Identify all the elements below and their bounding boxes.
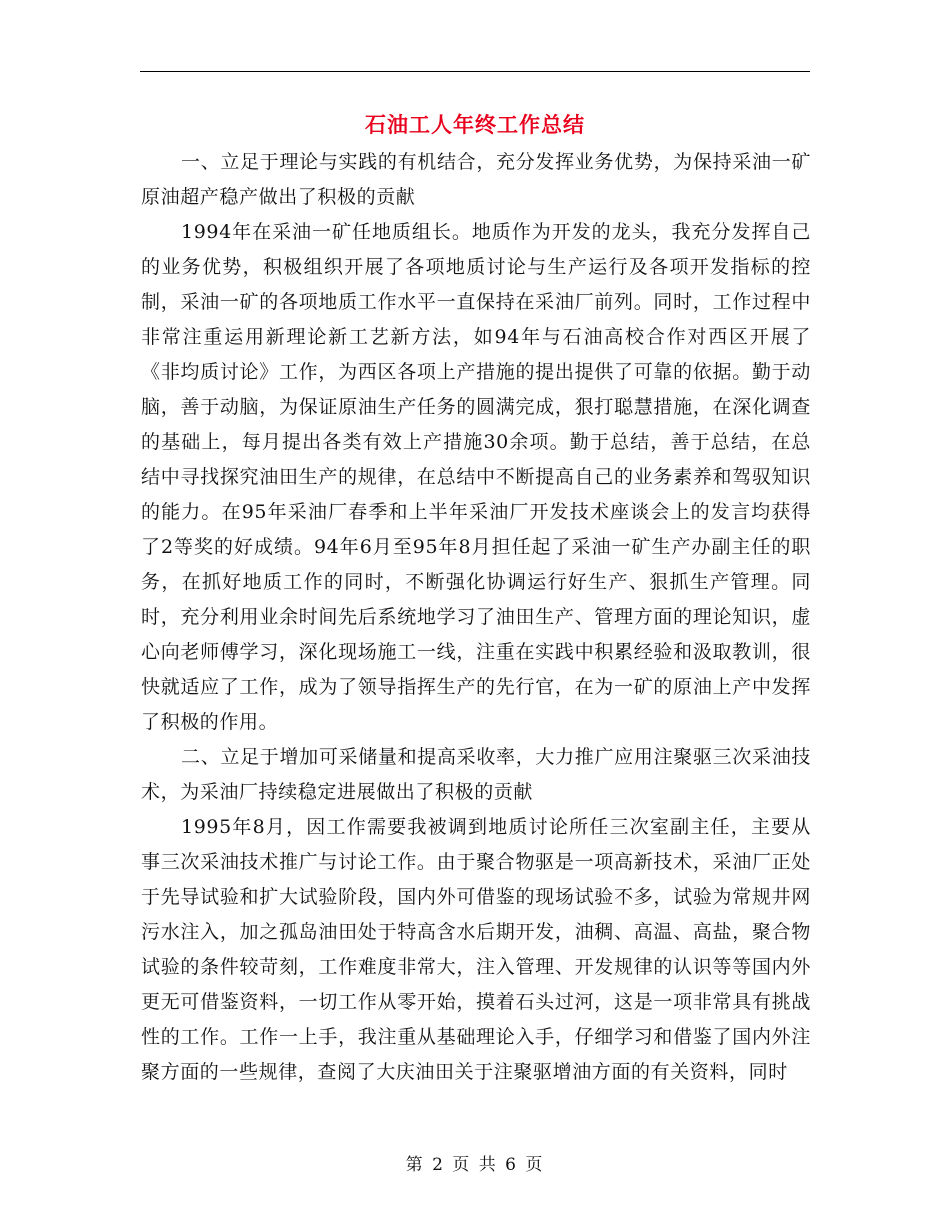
document-title: 石油工人年终工作总结	[365, 112, 585, 137]
document-body	[141, 145, 811, 1090]
section-heading-1: 一、立足于理论与实践的有机结合，充分发挥业务优势，为保持采油一矿原油超产稳产做出了积极的贡献	[141, 151, 811, 208]
page-number-footer: 第 2 页 共 6 页	[405, 1155, 545, 1175]
section-heading-2: 二、立足于增加可采储量和提高采收率，大力推广应用注聚驱三次采油技术，为采油厂持续稳定进展做出了积极的贡献	[141, 746, 811, 803]
body-paragraph-2: 1995年8月，因工作需要我被调到地质讨论所任三次室副主任，主要从事三次采油技术推广与讨论工作。由于聚合物驱是一项高新技术，采油厂正处于先导试验和扩大试验阶段，国内外可借鉴的现场试验不多，试验为常规井网污水注入，加之孤岛油田处于特高含水后期开发，油稠、高温、高盐，聚合物试验的条件较苛刻，工作难度非常大，注入管理、开发规律的认识等等国内外更无可借鉴资料，一切工作从零开始，摸着石头过河，这是一项非常具有挑战性的工作。工作一上手，我注重从基础理论入手，仔细学习和借鉴了国内外注聚方面的一些规律，查阅了大庆油田关于注聚驱增油方面的有关资料，同时	[141, 816, 811, 1083]
header-rule	[140, 71, 810, 72]
body-paragraph-1: 1994年在采油一矿任地质组长。地质作为开发的龙头，我充分发挥自己的业务优势，积极组织开展了各项地质讨论与生产运行及各项开发指标的控制，采油一矿的各项地质工作水平一直保持在采油厂前列。同时，工作过程中非常注重运用新理论新工艺新方法，如94年与石油高校合作对西区开展了《非均质讨论》工作，为西区各项上产措施的提出提供了可靠的依据。勤于动脑，善于动脑，为保证原油生产任务的圆满完成，狠打聪慧措施，在深化调查的基础上，每月提出各类有效上产措施30余项。勤于总结，善于总结，在总结中寻找探究油田生产的规律，在总结中不断提高自己的业务素养和驾驭知识的能力。在95年采油厂春季和上半年采油厂开发技术座谈会上的发言均获得了2等奖的好成绩。94年6月至95年8月担任起了采油一矿生产办副主任的职务，在抓好地质工作的同时，不断强化协调运行好生产、狠抓生产管理。同时，充分利用业余时间先后系统地学习了油田生产、管理方面的理论知识，虚心向老师傅学习，深化现场施工一线，注重在实践中积累经验和汲取教训，很快就适应了工作，成为了领导指挥生产的先行官，在为一矿的原油上产中发挥了积极的作用。	[141, 221, 811, 733]
